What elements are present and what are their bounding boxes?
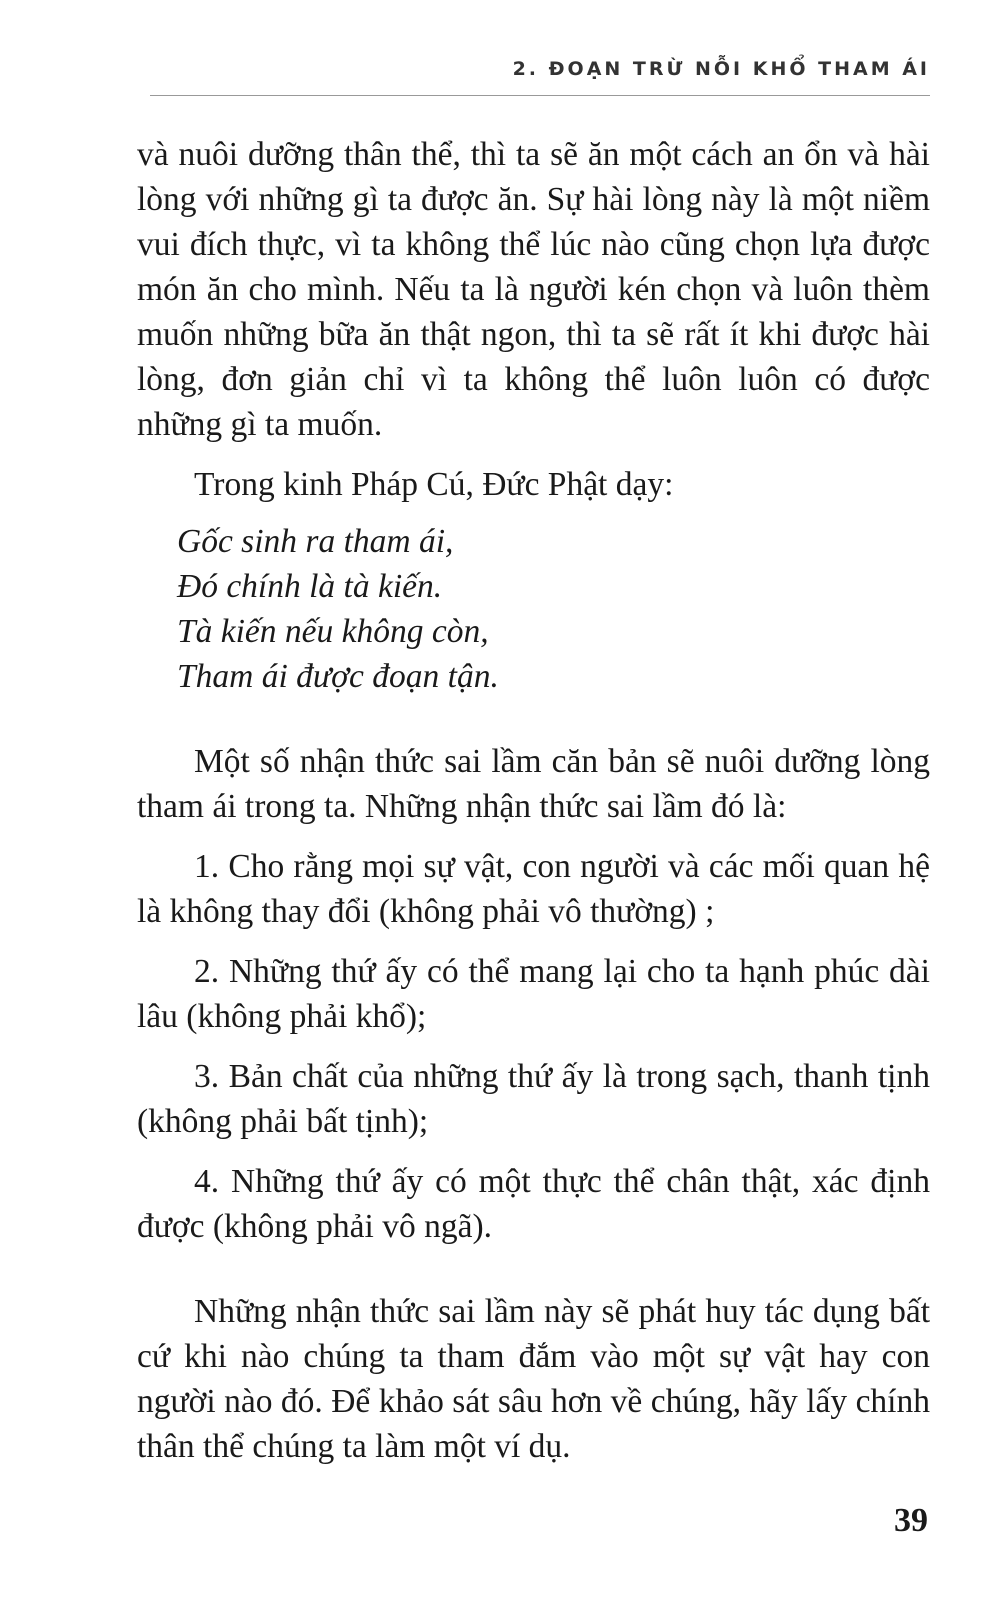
paragraph-conclusion: Những nhận thức sai lầm này sẽ phát huy tác dụng bất cứ khi nào chúng ta tham đắm vào một sự vật hay con người nào đó. Để khảo sát sâu hơn về chúng, hãy lấy chính thân thể chúng ta làm một ví dụ. [137,1293,930,1465]
verse-line: Tà kiến nếu không còn, [177,613,489,650]
list-item-1: 1. Cho rằng mọi sự vật, con người và các mối quan hệ là không thay đổi (không phải vô thường) ; [137,848,930,930]
paragraph-continued: và nuôi dưỡng thân thể, thì ta sẽ ăn một cách an ổn và hài lòng với những gì ta được ăn. Sự hài lòng này là một niềm vui đích thực, vì ta không thể lúc nào cũng chọn lựa được món ăn cho mình. Nếu ta là người kén chọn và luôn thèm muốn những bữa ăn thật ngon, thì ta sẽ rất ít khi được hài lòng, đơn giản chỉ vì ta không thể luôn luôn có được những gì ta muốn. [137,136,930,443]
list-item-2: 2. Những thứ ấy có thể mang lại cho ta hạnh phúc dài lâu (không phải khổ); [137,953,930,1035]
paragraph-misconceptions-intro: Một số nhận thức sai lầm căn bản sẽ nuôi dưỡng lòng tham ái trong ta. Những nhận thức sai lầm đó là: [137,743,930,825]
verse-line: Gốc sinh ra tham ái, [177,523,454,560]
paragraph-quote-intro: Trong kinh Pháp Cú, Đức Phật dạy: [194,466,674,503]
page-number: 39 [894,1502,928,1539]
verse-line: Đó chính là tà kiến. [177,568,443,605]
running-header: 2. ĐOẠN TRỪ NỖI KHỔ THAM ÁI [512,58,930,80]
list-item-4: 4. Những thứ ấy có một thực thể chân thật, xác định được (không phải vô ngã). [137,1163,930,1245]
body-text [137,132,930,1469]
verse-block [177,519,930,699]
list-item-3: 3. Bản chất của những thứ ấy là trong sạch, thanh tịnh (không phải bất tịnh); [137,1058,930,1140]
header-rule [150,95,930,96]
verse-line: Tham ái được đoạn tận. [177,658,499,695]
